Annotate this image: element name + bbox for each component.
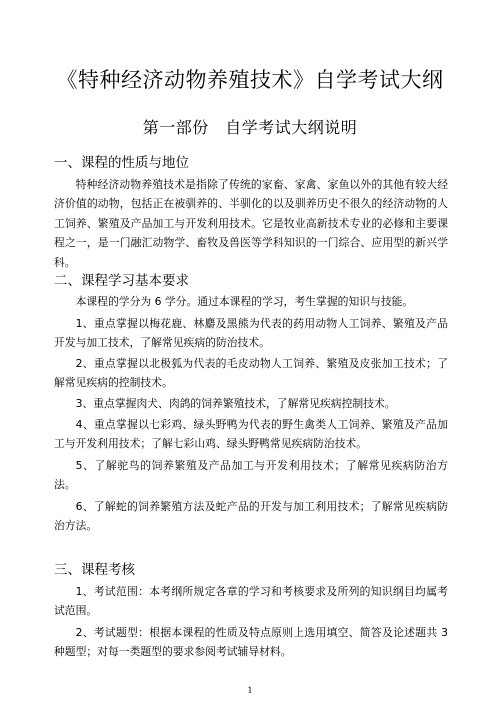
paragraph: 4、重点掌握以七彩鸡、绿头野鸭为代表的野生禽类人工饲养、繁殖及产品加工与开发利用技术；了解七彩山鸡、绿头野鸭常见疾病防治技术。 bbox=[54, 418, 448, 451]
section-heading-requirements: 二、课程学习基本要求 bbox=[54, 273, 189, 289]
paragraph: 1、考试范围：本考纲所规定各章的学习和考核要求及所列的知识纲目均属考试范围。 bbox=[54, 585, 448, 618]
document-subtitle: 第一部份 自学考试大纲说明 bbox=[142, 118, 358, 137]
section-heading-nature: 一、课程的性质与地位 bbox=[54, 155, 189, 171]
paragraph: 1、重点掌握以梅花鹿、林麝及黑熊为代表的药用动物人工饲养、繁殖及产品开发与加工技术，了解常见疾病的防治技术。 bbox=[54, 317, 448, 350]
paragraph: 5、了解驼鸟的饲养繁殖及产品加工与开发利用技术；了解常见疾病防治方法。 bbox=[54, 459, 448, 492]
paragraph: 2、重点掌握以北极狐为代表的毛皮动物人工饲养、繁殖及皮张加工技术；了解常见疾病的控制技术。 bbox=[54, 357, 448, 390]
paragraph: 6、了解蛇的饲养繁殖方法及蛇产品的开发与加工利用技术；了解常见疾病防治方法。 bbox=[54, 500, 448, 533]
paragraph: 本课程的学分为 6 学分。通过本课程的学习，考生掌握的知识与技能。 bbox=[75, 295, 414, 308]
section-heading-assessment: 三、课程考核 bbox=[54, 562, 135, 578]
document-title: 《特种经济动物养殖技术》自学考试大纲 bbox=[56, 68, 444, 92]
page-number: 1 bbox=[247, 686, 253, 695]
paragraph: 2、考试题型：根据本课程的性质及特点原则上选用填空、简答及论述题共 3 种题型；对每一类题型的要求参阅考试辅导材料。 bbox=[54, 626, 448, 659]
paragraph: 3、重点掌握肉犬、肉鸽的饲养繁殖技术，了解常见疾病控制技术。 bbox=[75, 397, 396, 410]
paragraph: 特种经济动物养殖技术是指除了传统的家畜、家禽、家鱼以外的其他有较大经济价值的动物，包括正在被驯养的、半驯化的以及驯养历史不很久的经济动物的人工饲养、繁殖及产品加工与开发利用技术。它是牧业高新技术专业的必修和主要课程之一，是一门融汇动物学、畜牧及兽医等学科知识的一门综合、应用型的新兴学科。 bbox=[54, 178, 448, 269]
